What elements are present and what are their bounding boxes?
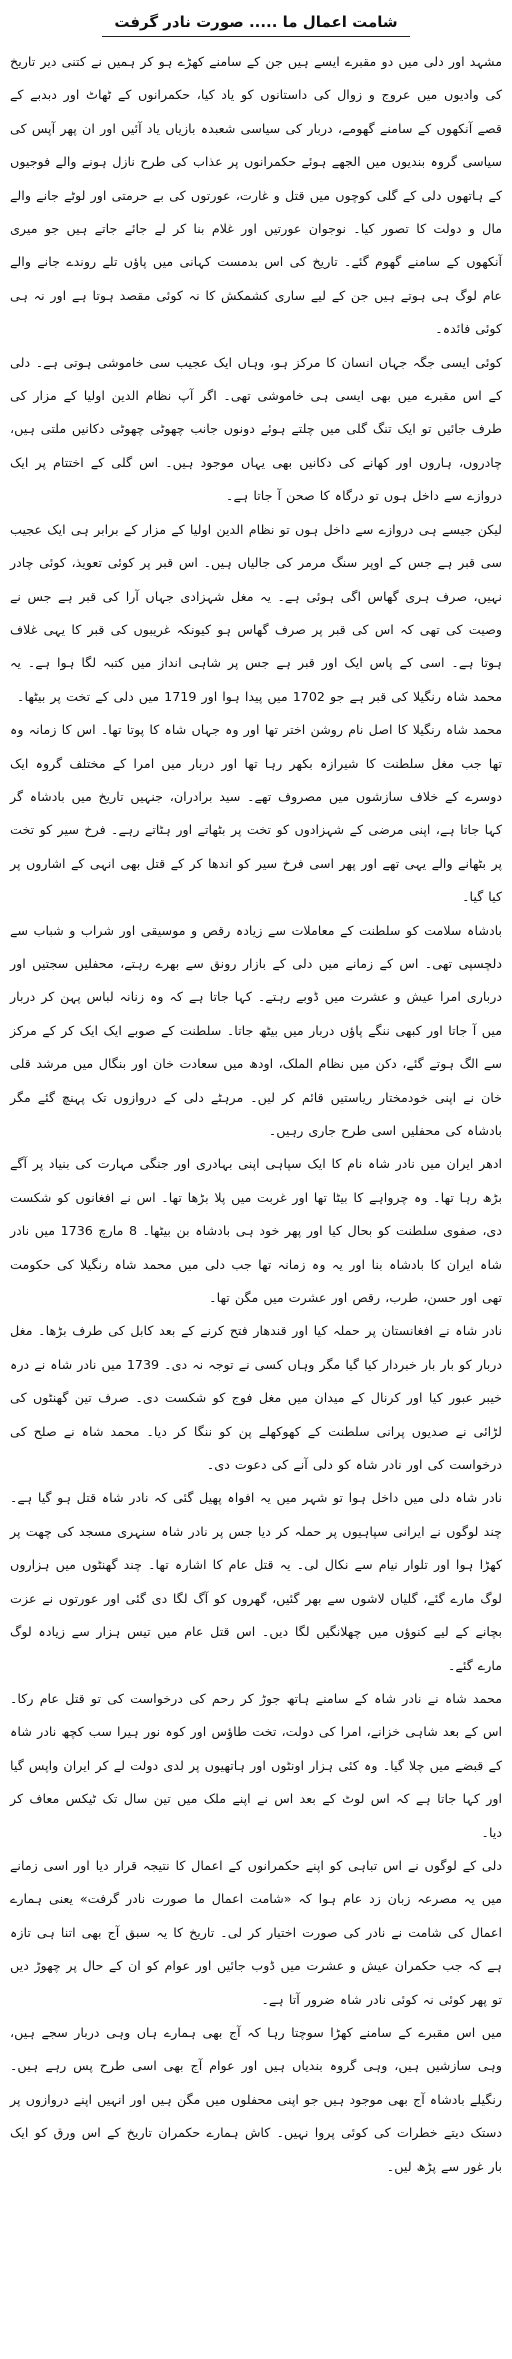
article-paragraph: محمد شاہ نے نادر شاہ کے سامنے ہاتھ جوڑ کر رحم کی درخواست کی تو قتل عام رکا۔ اس کے بعد شاہی خزانے، امرا کی دولت، تخت طاؤس اور کوہ نور ہیرا سب کچھ نادر شاہ کے قبضے میں چلا گیا۔ وہ کئی ہزار اونٹوں اور ہاتھیوں پر لدی دولت لے کر ایران واپس گیا اور کہا جاتا ہے کہ اس لوٹ کے بعد اس نے اپنے ملک میں تین سال تک ٹیکس معاف کر دیا۔ — [10, 1690, 502, 1840]
article-paragraph: دلی کے لوگوں نے اس تباہی کو اپنے حکمرانوں کے اعمال کا نتیجہ قرار دیا اور اسی زمانے میں یہ مصرعہ زبان زد عام ہوا کہ «شامت اعمال ما صورت نادر گرفت» یعنی ہمارے اعمال کی شامت نے نادر کی صورت اختیار کر لی۔ تاریخ کا یہ سبق آج بھی اتنا ہی تازہ ہے کہ جب حکمران عیش و عشرت میں ڈوب جائیں اور عوام کو ان کے حال پر چھوڑ دیں تو پھر کوئی نہ کوئی نادر شاہ ضرور آتا ہے۔ — [10, 1857, 502, 2007]
article-paragraph: مشہد اور دلی میں دو مقبرے ایسے ہیں جن کے سامنے کھڑے ہو کر ہمیں نے کتنی دیر تاریخ کی وادیوں میں عروج و زوال کی داستانوں کو یاد کیا، حکمرانوں کے ٹھاٹ اور دبدبے کے قصے آنکھوں کے سامنے گھومے، دربار کی سیاسی شعبدہ بازیاں یاد آئیں اور ان پھر آپس کی سیاسی گروہ بندیوں میں الجھے ہوئے حکمرانوں پر عذاب کی طرح نازل ہونے والے فوجیوں کے ہاتھوں دلی کے گلی کوچوں میں قتل و غارت، عورتوں کی بے حرمتی اور لوٹے جانے والے مال و دولت کا تصور کیا۔ نوجوان عورتیں اور غلام بنا کر لے جائے جاتے ہیں جو میری آنکھوں کے سامنے گھوم گئے۔ تاریخ کی اس بدمست کہانی میں پاؤں تلے روندے جانے والے عام لوگ ہی ہوتے ہیں جن کے لیے ساری کشمکش کا نہ کوئی مقصد ہوتا ہے اور نہ ہی کوئی فائدہ۔ — [10, 54, 502, 337]
article-paragraph: لیکن جیسے ہی دروازے سے داخل ہوں تو نظام الدین اولیا کے مزار کے برابر ہی ایک عجیب سی قبر ہے جس کے اوپر سنگ مرمر کی جالیاں ہیں۔ اس قبر پر کوئی تعویذ، کوئی چادر نہیں، صرف ہری گھاس اگی ہوئی ہے۔ یہ مغل شہزادی جہاں آرا کی قبر ہے جس نے وصیت کی تھی کہ اس کی قبر پر صرف گھاس ہو کیونکہ غریبوں کی قبر کا یہی غلاف ہوتا ہے۔ اسی کے پاس ایک اور قبر ہے جس پر شاہی انداز میں کتبہ لگا ہوا ہے۔ یہ محمد شاہ رنگیلا کی قبر ہے جو 1702 میں پیدا ہوا اور 1719 میں دلی کے تخت پر بیٹھا۔ — [10, 521, 502, 704]
article-body — [10, 45, 502, 2183]
article-paragraph: بادشاہ سلامت کو سلطنت کے معاملات سے زیادہ رقص و موسیقی اور شراب و شباب سے دلچسپی تھی۔ اس کے زمانے میں دلی کے بازار رونق سے بھرے رہتے، محفلیں سجتیں اور درباری امرا عیش و عشرت میں ڈوبے رہتے۔ کہا جاتا ہے کہ وہ زنانہ لباس پہن کر دربار میں آ جاتا اور کبھی ننگے پاؤں دربار میں بیٹھ جاتا۔ سلطنت کے صوبے ایک ایک کر کے مرکز سے الگ ہوتے گئے، دکن میں نظام الملک، اودھ میں سعادت خان اور بنگال میں مرشد قلی خان نے اپنی خودمختار ریاستیں قائم کر لیں۔ مرہٹے دلی کے دروازوں تک پہنچ گئے مگر بادشاہ کی محفلیں اسی طرح جاری رہیں۔ — [10, 922, 502, 1138]
article-paragraph: میں اس مقبرے کے سامنے کھڑا سوچتا رہا کہ آج بھی ہمارے ہاں وہی دربار سجے ہیں، وہی سازشیں ہیں، وہی گروہ بندیاں ہیں اور عوام آج بھی اسی طرح پس رہے ہیں۔ رنگیلے بادشاہ آج بھی موجود ہیں جو اپنی محفلوں میں مگن ہیں اور انہیں اپنے دروازوں پر دستک دیتے خطرات کی کوئی پروا نہیں۔ کاش ہمارے حکمران تاریخ کے اس ورق کو ایک بار غور سے پڑھ لیں۔ — [10, 2024, 502, 2174]
article-title-bar — [10, 8, 502, 37]
article-paragraph: کوئی ایسی جگہ جہاں انسان کا مرکز ہو، وہاں ایک عجیب سی خاموشی ہوتی ہے۔ دلی کے اس مقبرے میں بھی ایسی ہی خاموشی تھی۔ اگر آپ نظام الدین اولیا کے مزار کی طرف جائیں تو ایک تنگ گلی میں چلتے ہوئے دونوں جانب چھوٹی چھوٹی دکانیں ملتی ہیں، چادروں، ہاروں اور کھانے کی دکانیں بھی یہاں موجود ہیں۔ اس گلی کے اختتام پر ایک دروازے سے داخل ہوں تو درگاہ کا صحن آ جاتا ہے۔ — [10, 354, 502, 504]
article-paragraph: ادھر ایران میں نادر شاہ نام کا ایک سپاہی اپنی بہادری اور جنگی مہارت کی بنیاد پر آگے بڑھ رہا تھا۔ وہ چرواہے کا بیٹا تھا اور غربت میں پلا بڑھا تھا۔ اس نے افغانوں کو شکست دی، صفوی سلطنت کو بحال کیا اور پھر خود ہی بادشاہ بن بیٹھا۔ 8 مارچ 1736 میں نادر شاہ ایران کا بادشاہ بنا اور یہ وہ زمانہ تھا جب دلی میں محمد شاہ رنگیلا کی حکومت تھی اور حسن، طرب، رقص اور عشرت میں مگن تھا۔ — [10, 1156, 502, 1306]
article-paragraph: محمد شاہ رنگیلا کا اصل نام روشن اختر تھا اور وہ جہاں شاہ کا پوتا تھا۔ اس کا زمانہ وہ تھا جب مغل سلطنت کا شیرازہ بکھر رہا تھا اور دربار میں امرا کے مختلف گروہ ایک دوسرے کے خلاف سازشوں میں مصروف تھے۔ سید برادران، جنہیں تاریخ میں بادشاہ گر کہا جاتا ہے، اپنی مرضی کے شہزادوں کو تخت پر بٹھاتے اور ہٹاتے رہے۔ فرخ سیر کو تخت پر بٹھانے والے یہی تھے اور پھر اسی فرخ سیر کو اندھا کر کے قتل بھی انہی کے اشاروں پر کیا گیا۔ — [10, 722, 502, 905]
article-paragraph: نادر شاہ دلی میں داخل ہوا تو شہر میں یہ افواہ پھیل گئی کہ نادر شاہ قتل ہو گیا ہے۔ چند لوگوں نے ایرانی سپاہیوں پر حملہ کر دیا جس پر نادر شاہ سنہری مسجد کی چھت پر کھڑا ہوا اور تلوار نیام سے نکال لی۔ یہ قتل عام کا اشارہ تھا۔ چند گھنٹوں میں ہزاروں لوگ مارے گئے، گلیاں لاشوں سے بھر گئیں، گھروں کو آگ لگا دی گئی اور عورتوں نے عزت بچانے کے لیے کنوؤں میں چھلانگیں لگا دیں۔ اس قتل عام میں تیس ہزار سے زیادہ لوگ مارے گئے۔ — [10, 1490, 502, 1673]
article-paragraph: نادر شاہ نے افغانستان پر حملہ کیا اور قندھار فتح کرنے کے بعد کابل کی طرف بڑھا۔ مغل دربار کو بار بار خبردار کیا گیا مگر وہاں کسی نے توجہ نہ دی۔ 1739 میں نادر شاہ نے درہ خیبر عبور کیا اور کرنال کے میدان میں مغل فوج کو شکست دی۔ صرف تین گھنٹوں کی لڑائی نے صدیوں پرانی سلطنت کے کھوکھلے پن کو ننگا کر دیا۔ محمد شاہ نے صلح کی درخواست کی اور نادر شاہ کو دلی آنے کی دعوت دی۔ — [10, 1323, 503, 1473]
article-title: شامت اعمال ما ..... صورت نادر گرفت — [102, 8, 409, 37]
